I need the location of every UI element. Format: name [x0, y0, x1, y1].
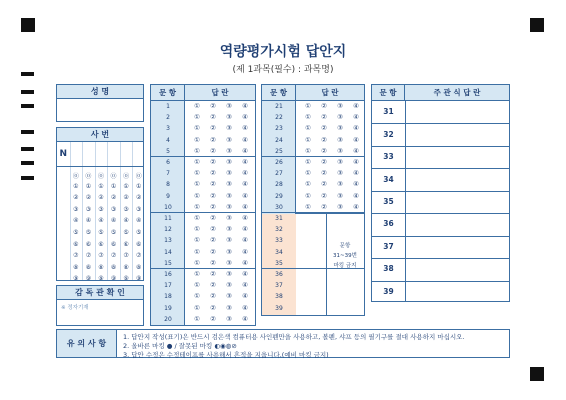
id-digit-bubble[interactable]: ⑤	[73, 229, 79, 236]
employee-id-box	[56, 127, 144, 281]
group-divider	[151, 268, 255, 269]
id-digit-bubble[interactable]: ⓪	[97, 173, 104, 180]
subjective-number: 37	[383, 241, 394, 251]
id-digit-bubble[interactable]: ②	[123, 194, 129, 202]
supervisor-box	[56, 285, 144, 326]
id-digit-bubble[interactable]: ⑧	[136, 263, 142, 271]
id-digit-bubble[interactable]: ⑧	[123, 263, 129, 271]
answer-bubble[interactable]: ④	[242, 102, 248, 110]
supervisor-hint: ※ 정자기재	[61, 305, 89, 311]
answer-bubble[interactable]: ②	[321, 180, 327, 189]
answer-bubble[interactable]: ①	[305, 135, 311, 144]
answer-bubble[interactable]: ②	[210, 236, 216, 245]
id-digit-bubble[interactable]: ①	[85, 182, 92, 190]
question-number: 11	[164, 215, 172, 222]
id-digit-bubble[interactable]: ⑥	[110, 240, 117, 248]
answer-bubble[interactable]: ④	[353, 191, 359, 200]
answer-bubble[interactable]: ②	[210, 303, 216, 312]
id-digit-bubble[interactable]: ①	[73, 182, 79, 190]
answer-bubble[interactable]: ③	[226, 214, 232, 222]
answer-bubble[interactable]: ④	[242, 247, 248, 256]
id-digit-bubble[interactable]: ⑦	[136, 252, 142, 260]
id-digit-bubble[interactable]: ⑨	[73, 275, 79, 283]
answer-column-1	[150, 84, 256, 326]
id-digit-bubble[interactable]: ⑤	[98, 229, 104, 236]
id-digit-bubble[interactable]: ⑥	[85, 240, 92, 248]
answer-bubble[interactable]: ②	[210, 158, 216, 166]
answer-bubble[interactable]: ①	[194, 180, 200, 189]
id-digit-bubble[interactable]: ⑦	[98, 252, 104, 260]
question-number: 18	[164, 293, 172, 301]
id-digit-bubble[interactable]: ⑧	[85, 263, 92, 271]
timing-mark	[21, 147, 34, 151]
corner-mark-bottom-right	[530, 367, 544, 381]
answer-bubble[interactable]: ①	[194, 292, 200, 301]
group-divider	[262, 156, 364, 157]
answer-bubble[interactable]: ①	[305, 158, 311, 166]
answer-column-2	[261, 84, 365, 316]
question-number: 38	[275, 293, 283, 301]
answer-bubble[interactable]: ④	[242, 292, 248, 301]
question-number: 2	[166, 114, 170, 122]
timing-mark	[21, 176, 34, 180]
id-digit-bubble[interactable]: ⑨	[98, 275, 104, 283]
answer-bubble[interactable]: ②	[210, 180, 216, 189]
answer-bubble[interactable]: ③	[226, 158, 232, 166]
supervisor-label: 감 독 관 확 인	[57, 286, 143, 300]
question-number: 26	[275, 159, 283, 166]
answer-bubble[interactable]: ③	[337, 102, 343, 110]
id-digit-bubble[interactable]: ⑦	[73, 252, 79, 260]
answer-bubble[interactable]: ③	[337, 146, 343, 155]
id-digit-bubble[interactable]: ⓪	[72, 173, 79, 180]
answer-bubble[interactable]: ④	[242, 180, 248, 189]
answer-bubble[interactable]: ④	[353, 180, 359, 189]
answer-bubble[interactable]: ②	[210, 102, 216, 110]
answer-bubble[interactable]: ③	[226, 236, 232, 245]
subjective-answer-field[interactable]	[406, 213, 509, 235]
id-digit-bubble[interactable]: ⑤	[136, 229, 142, 236]
answer-bubble[interactable]: ③	[226, 169, 232, 178]
answer-bubble[interactable]: ②	[210, 124, 216, 133]
id-digit-bubble[interactable]: ②	[110, 194, 117, 202]
notice-item: 3. 답안 수정은 수정테이프를 사용해서 흔적을 지웁니다.(예비 마킹 금지)	[123, 351, 329, 359]
notice-item: 1. 답안지 작성(표기)은 반드시 검은색 컴퓨터용 사인펜만을 사용하고, 볼펜, 샤프 등의 필기구를 절대 사용하지 마십시오.	[123, 333, 465, 341]
id-digit-bubble[interactable]: ④	[123, 217, 129, 225]
answer-bubble[interactable]: ②	[210, 225, 216, 234]
answer-bubble[interactable]: ①	[194, 270, 200, 278]
answer-bubble[interactable]: ①	[305, 124, 311, 133]
answer-bubble[interactable]: ①	[194, 236, 200, 245]
subjective-answer-field[interactable]	[406, 258, 509, 280]
question-number: 24	[275, 136, 283, 144]
id-digit-bubble[interactable]: ③	[136, 205, 142, 213]
name-label: 성 명	[57, 85, 143, 99]
answer-num-header: 문 항	[151, 85, 185, 101]
answer-bubble[interactable]: ②	[210, 169, 216, 178]
marking-note-line: 31~39번	[333, 253, 357, 259]
id-digit-bubble[interactable]: ⑨	[123, 275, 129, 283]
answer-bubble[interactable]: ③	[226, 247, 232, 256]
answer-bubble[interactable]: ④	[242, 135, 248, 144]
question-number: 3	[166, 125, 170, 133]
id-digit-bubble[interactable]: ④	[136, 217, 142, 225]
answer-bubble[interactable]: ③	[337, 158, 343, 166]
timing-mark	[21, 90, 34, 94]
question-number: 33	[275, 237, 283, 245]
answer-bubble[interactable]: ④	[242, 214, 248, 222]
id-digit-bubble[interactable]: ③	[85, 205, 92, 213]
subjective-number: 31	[383, 107, 394, 117]
answer-bubble[interactable]: ②	[210, 292, 216, 301]
question-number: 30	[275, 203, 283, 211]
employee-id-label: 사 번	[57, 128, 143, 142]
answer-bubble[interactable]: ①	[194, 169, 200, 178]
subjective-number: 36	[383, 219, 394, 229]
question-number: 16	[164, 271, 172, 278]
answer-bubble[interactable]: ①	[305, 102, 311, 110]
id-digit-bubble[interactable]: ②	[136, 194, 142, 202]
subjective-answer-box	[371, 84, 510, 302]
subjective-answer-field[interactable]	[406, 146, 509, 168]
note-divider	[296, 213, 364, 214]
question-number: 7	[166, 170, 170, 178]
subjective-number: 38	[383, 264, 394, 274]
group-divider	[151, 212, 255, 213]
id-prefix: N	[59, 149, 68, 159]
answer-bubble[interactable]: ②	[321, 102, 327, 110]
answer-bubble[interactable]: ①	[194, 102, 200, 110]
answer-bubble[interactable]: ③	[226, 270, 232, 278]
subjective-answer-field[interactable]	[406, 236, 509, 258]
id-digit-bubble[interactable]: ⑤	[123, 229, 129, 236]
answer-bubble[interactable]: ③	[226, 258, 232, 267]
answer-bubble[interactable]: ④	[242, 146, 248, 155]
answer-bubble[interactable]: ③	[226, 102, 232, 110]
answer-bubble[interactable]: ③	[226, 135, 232, 144]
id-digit-bubble[interactable]: ⑥	[73, 240, 79, 248]
answer-choice-header: 답 란	[296, 85, 364, 101]
answer-bubble[interactable]: ①	[305, 180, 311, 189]
subjective-answer-field[interactable]	[406, 168, 509, 190]
answer-bubble[interactable]: ①	[194, 158, 200, 166]
subjective-number: 34	[383, 174, 394, 184]
id-digit-bubble[interactable]: ③	[98, 205, 104, 213]
answer-bubble[interactable]: ④	[242, 258, 248, 267]
id-digit-bubble[interactable]: ①	[110, 182, 117, 190]
answer-bubble[interactable]: ②	[210, 270, 216, 278]
id-digit-bubble[interactable]: ④	[85, 217, 92, 225]
question-number: 20	[164, 315, 172, 323]
timing-mark	[21, 104, 34, 108]
id-digit-bubble[interactable]: ④	[98, 217, 104, 225]
question-number: 32	[275, 226, 283, 234]
answer-bubble[interactable]: ①	[305, 202, 311, 211]
answer-bubble[interactable]: ④	[242, 236, 248, 245]
id-digit-bubble[interactable]: ⑧	[98, 263, 104, 271]
id-digit-bubble[interactable]: ⑦	[123, 252, 129, 260]
answer-bubble[interactable]: ②	[321, 158, 327, 166]
answer-bubble[interactable]: ②	[321, 202, 327, 211]
group-divider	[151, 156, 255, 157]
question-number: 5	[166, 147, 170, 155]
answer-bubble[interactable]: ①	[194, 135, 200, 144]
answer-bubble[interactable]: ④	[242, 113, 248, 122]
answer-bubble[interactable]: ②	[321, 113, 327, 122]
subjective-number: 32	[383, 129, 394, 139]
subjective-answer-field[interactable]	[406, 101, 509, 123]
answer-bubble[interactable]: ②	[210, 135, 216, 144]
id-write-row-divider	[57, 166, 143, 167]
answer-bubble[interactable]: ④	[353, 169, 359, 178]
answer-bubble[interactable]: ②	[321, 135, 327, 144]
id-digit-bubble[interactable]: ③	[123, 205, 129, 213]
answer-bubble[interactable]: ③	[226, 113, 232, 122]
subjective-answer-field[interactable]	[406, 123, 509, 145]
answer-bubble[interactable]: ④	[242, 314, 248, 323]
question-number: 10	[164, 203, 172, 211]
answer-bubble[interactable]: ②	[210, 113, 216, 122]
answer-bubble[interactable]: ④	[353, 135, 359, 144]
notice-item: 2. 올바른 마킹 ● / 잘못된 마킹 ◐◉◍⊘	[123, 342, 237, 350]
answer-bubble[interactable]: ①	[194, 247, 200, 256]
answer-bubble[interactable]: ③	[226, 180, 232, 189]
answer-bubble[interactable]: ②	[321, 124, 327, 133]
subjective-num-header: 문 항	[372, 85, 405, 101]
answer-bubble[interactable]: ③	[337, 135, 343, 144]
answer-bubble[interactable]: ②	[210, 258, 216, 267]
question-number: 21	[275, 103, 283, 110]
answer-bubble[interactable]: ①	[194, 202, 200, 211]
question-number: 28	[275, 181, 283, 189]
id-digit-bubble[interactable]: ④	[73, 217, 79, 225]
question-number: 27	[275, 170, 283, 178]
id-digit-bubble[interactable]: ⑨	[85, 275, 92, 283]
id-digit-bubble[interactable]: ⑥	[98, 240, 104, 248]
id-digit-bubble[interactable]: ⑥	[123, 240, 129, 248]
answer-bubble[interactable]: ④	[242, 169, 248, 178]
corner-mark-top-left	[21, 18, 35, 32]
corner-mark-top-right	[530, 18, 544, 32]
question-number: 14	[164, 248, 172, 256]
id-digit-bubble[interactable]: ⓪	[123, 173, 130, 180]
id-digit-bubble[interactable]: ⑥	[136, 240, 142, 248]
answer-bubble[interactable]: ③	[226, 191, 232, 200]
id-digit-bubble[interactable]: ③	[110, 205, 117, 213]
answer-bubble[interactable]: ④	[353, 202, 359, 211]
question-number: 35	[275, 259, 283, 267]
question-number: 19	[164, 304, 172, 312]
answer-bubble[interactable]: ④	[242, 270, 248, 278]
question-number: 17	[164, 282, 172, 290]
answer-bubble[interactable]: ③	[337, 191, 343, 200]
answer-bubble[interactable]: ③	[226, 292, 232, 301]
question-number: 29	[275, 192, 283, 200]
answer-bubble[interactable]: ③	[337, 180, 343, 189]
notice-box	[56, 329, 510, 358]
question-number: 1	[166, 103, 170, 110]
answer-bubble[interactable]: ④	[242, 158, 248, 166]
answer-bubble[interactable]: ②	[321, 169, 327, 178]
answer-bubble[interactable]: ①	[194, 225, 200, 234]
answer-bubble[interactable]: ①	[194, 258, 200, 267]
answer-bubble[interactable]: ①	[194, 303, 200, 312]
name-box	[56, 84, 144, 122]
answer-bubble[interactable]: ①	[194, 281, 200, 290]
answer-bubble[interactable]: ③	[226, 303, 232, 312]
answer-bubble[interactable]: ③	[337, 124, 343, 133]
answer-bubble[interactable]: ④	[242, 303, 248, 312]
answer-bubble[interactable]: ④	[242, 191, 248, 200]
answer-bubble[interactable]: ①	[305, 146, 311, 155]
question-number: 36	[275, 271, 283, 278]
id-digit-bubble[interactable]: ⑦	[85, 252, 92, 260]
answer-bubble[interactable]: ①	[305, 113, 311, 122]
timing-mark	[21, 161, 34, 165]
name-field[interactable]	[57, 99, 143, 121]
answer-bubble[interactable]: ③	[226, 124, 232, 133]
question-number: 8	[166, 181, 170, 189]
id-digit-bubble[interactable]: ⑧	[73, 263, 79, 271]
answer-bubble[interactable]: ④	[353, 113, 359, 122]
marking-note-line: 마킹 금지	[333, 263, 357, 269]
subjective-number: 33	[383, 152, 394, 162]
answer-bubble[interactable]: ③	[337, 169, 343, 178]
question-number: 34	[275, 248, 283, 256]
answer-bubble[interactable]: ②	[210, 214, 216, 222]
page-title: 역량평가시험 답안지	[219, 44, 347, 60]
notice-label: 유 의 사 항	[57, 330, 117, 357]
answer-bubble[interactable]: ③	[226, 314, 232, 323]
id-digit-bubble[interactable]: ⓪	[85, 173, 92, 180]
answer-bubble[interactable]: ④	[242, 281, 248, 290]
answer-bubble[interactable]: ②	[210, 247, 216, 256]
answer-bubble[interactable]: ①	[194, 146, 200, 155]
subjective-answer-field[interactable]	[406, 281, 509, 303]
answer-bubble[interactable]: ②	[210, 202, 216, 211]
answer-bubble[interactable]: ③	[226, 146, 232, 155]
id-digit-bubble[interactable]: ②	[73, 194, 79, 202]
id-digit-bubble[interactable]: ④	[110, 217, 117, 225]
answer-bubble[interactable]: ①	[194, 314, 200, 323]
answer-bubble[interactable]: ④	[353, 158, 359, 166]
answer-bubble[interactable]: ③	[337, 113, 343, 122]
answer-bubble[interactable]: ②	[321, 191, 327, 200]
answer-bubble[interactable]: ④	[242, 202, 248, 211]
id-digit-bubble[interactable]: ⑦	[110, 252, 117, 260]
answer-bubble[interactable]: ②	[210, 191, 216, 200]
answer-num-header: 문 항	[262, 85, 296, 101]
id-digit-bubble[interactable]: ⑤	[110, 229, 117, 236]
timing-mark	[21, 130, 34, 134]
question-number: 13	[164, 237, 172, 245]
answer-bubble[interactable]: ③	[226, 225, 232, 234]
answer-bubble[interactable]: ④	[353, 146, 359, 155]
answer-bubble[interactable]: ④	[353, 102, 359, 110]
id-digit-bubble[interactable]: ①	[123, 182, 129, 190]
answer-bubble[interactable]: ①	[194, 214, 200, 222]
answer-bubble[interactable]: ②	[210, 146, 216, 155]
id-digit-bubble[interactable]: ⓪	[135, 173, 142, 180]
answer-bubble[interactable]: ③	[226, 202, 232, 211]
id-digit-bubble[interactable]: ②	[98, 194, 104, 202]
subjective-number: 35	[383, 197, 394, 206]
answer-choice-header: 답 란	[185, 85, 255, 101]
id-digit-bubble[interactable]: ①	[136, 182, 142, 190]
id-digit-bubble[interactable]: ⑧	[110, 263, 117, 271]
subjective-answer-field[interactable]	[406, 191, 509, 213]
answer-bubble[interactable]: ②	[210, 314, 216, 323]
question-number: 15	[164, 259, 172, 267]
answer-bubble[interactable]: ①	[194, 113, 200, 122]
answer-bubble[interactable]: ④	[353, 124, 359, 133]
id-digit-bubble[interactable]: ①	[98, 182, 104, 190]
id-digit-bubble[interactable]: ⑤	[85, 229, 92, 236]
answer-bubble[interactable]: ④	[242, 124, 248, 133]
question-number: 31	[275, 215, 283, 222]
question-number: 22	[275, 114, 283, 122]
id-digit-bubble[interactable]: ⓪	[110, 173, 117, 180]
answer-bubble[interactable]: ④	[242, 225, 248, 234]
answer-bubble[interactable]: ①	[194, 191, 200, 200]
answer-bubble[interactable]: ③	[337, 202, 343, 211]
answer-bubble[interactable]: ②	[321, 146, 327, 155]
id-digit-bubble[interactable]: ②	[85, 194, 92, 202]
answer-bubble[interactable]: ①	[194, 124, 200, 133]
id-digit-bubble[interactable]: ⑨	[136, 275, 142, 283]
answer-bubble[interactable]: ①	[305, 191, 311, 200]
answer-bubble[interactable]: ②	[210, 281, 216, 290]
question-number: 12	[164, 226, 172, 234]
subjective-answer-header: 주 관 식 답 란	[405, 85, 509, 101]
question-number: 25	[275, 147, 283, 155]
question-number: 9	[166, 192, 170, 200]
question-number: 6	[166, 159, 170, 166]
id-digit-bubble[interactable]: ③	[73, 205, 79, 213]
page-subtitle: (제 1과목(필수) : 과목명)	[232, 65, 334, 75]
question-number: 4	[166, 136, 170, 144]
question-number: 23	[275, 125, 283, 133]
question-number: 39	[275, 304, 283, 312]
marking-note-line: 문항	[339, 243, 351, 249]
subjective-number: 39	[383, 286, 394, 296]
answer-bubble[interactable]: ①	[305, 169, 311, 178]
answer-bubble[interactable]: ③	[226, 281, 232, 290]
id-digit-bubble[interactable]: ⑨	[110, 275, 117, 283]
marking-note	[326, 241, 364, 271]
question-number: 37	[275, 282, 283, 290]
